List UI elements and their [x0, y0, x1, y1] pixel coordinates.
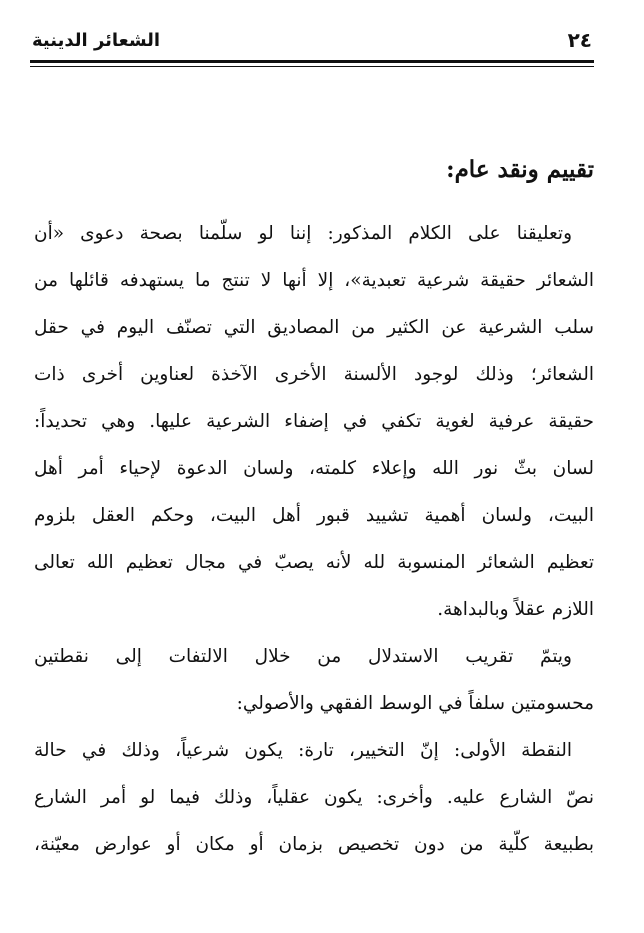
text-line: سلب الشرعية عن الكثير من المصاديق التي تصنّف اليوم في حقل	[34, 317, 594, 338]
text-line: وتعليقنا على الكلام المذكور: إننا لو سلّمنا بصحة دعوى «أن	[34, 223, 572, 244]
body-text	[34, 150, 594, 868]
text-line: محسومتين سلفاً في الوسط الفقهي والأصولي:	[236, 693, 594, 714]
text-line: حقيقة عرفية لغوية تكفي في إضفاء الشرعية عليها. وهي تحديداً:	[34, 411, 594, 432]
text-line: ويتمّ تقريب الاستدلال من خلال الالتفات إلى نقطتين	[34, 646, 572, 667]
text-line: اللازم عقلاً وبالبداهة.	[437, 599, 594, 620]
header-rule-thick	[30, 60, 594, 63]
text-line: الشعائر حقيقة شرعية تعبدية»، إلا أنها لا تنتج ما يستهدفه قائلها من	[34, 270, 594, 291]
text-line: البيت، ولسان أهمية تشييد قبور أهل البيت، وحكم العقل بلزوم	[34, 505, 594, 526]
text-line: النقطة الأولى: إنّ التخيير، تارة: يكون شرعياً، وذلك في حالة	[34, 740, 572, 761]
header-rule-thin	[30, 66, 594, 67]
text-line: لسان بثّ نور الله وإعلاء كلمته، ولسان الدعوة لإحياء أمر أهل	[34, 458, 594, 479]
section-heading: تقييم ونقد عام:	[446, 156, 594, 183]
running-title: الشعائر الدينية	[32, 30, 161, 51]
page-header	[32, 26, 592, 62]
text-line: تعظيم الشعائر المنسوبة لله لأنه يصبّ في مجال تعظيم الله تعالى	[34, 552, 594, 573]
text-line: بطبيعة كلّية من دون تخصيص بزمان أو مكان أو عوارض معيّنة،	[34, 834, 594, 855]
text-line: نصّ الشارع عليه. وأخرى: يكون عقلياً، وذلك فيما لو أمر الشارع	[34, 787, 594, 808]
page-number: ٢٤	[567, 28, 592, 52]
text-line: الشعائر؛ وذلك لوجود الألسنة الأخرى الآخذة لعناوين أخرى ذات	[34, 364, 594, 385]
